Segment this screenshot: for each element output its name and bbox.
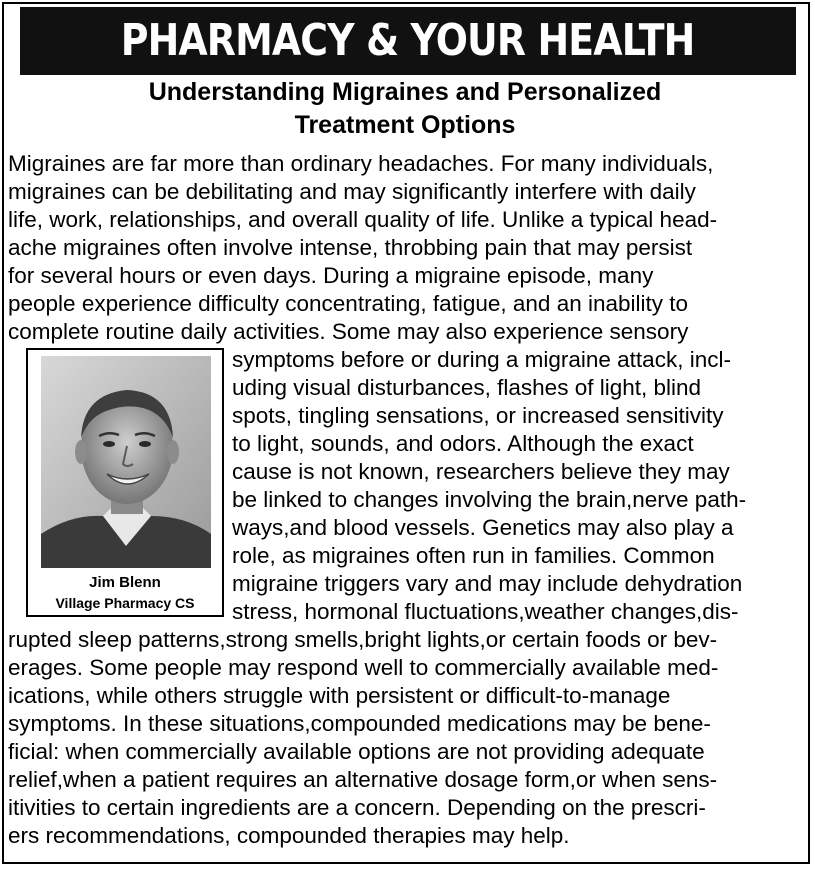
- body-line: Migraines are far more than ordinary headaches. For many individuals,: [8, 151, 714, 176]
- body-line: uding visual disturbances, flashes of light, blind: [232, 375, 702, 400]
- headline-line-2: Treatment Options: [294, 111, 516, 139]
- body-line: migraines can be debilitating and may significantly interfere with daily: [8, 179, 696, 204]
- author-portrait-image: [41, 356, 211, 568]
- body-line: cause is not known, researchers believe they may: [232, 459, 730, 484]
- body-line: people experience difficulty concentrating, fatigue, and an inability to: [8, 291, 689, 316]
- body-line: stress, hormonal fluctuations,weather changes,dis-: [232, 599, 739, 624]
- body-line: life, work, relationships, and overall quality of life. Unlike a typical head-: [8, 207, 718, 232]
- body-line: role, as migraines often run in families. Common: [232, 543, 715, 568]
- masthead-title: PHARMACY & YOUR HEALTH: [121, 15, 695, 66]
- body-line: itivities to certain ingredients are a concern. Depending on the prescri-: [8, 795, 706, 820]
- body-line: for several hours or even days. During a migraine episode, many: [8, 263, 654, 288]
- body-line: ficial: when commercially available options are not providing adequate: [8, 739, 705, 764]
- body-line: symptoms before or during a migraine attack, incl-: [232, 347, 731, 372]
- article-headline: [30, 76, 780, 142]
- body-line: be linked to changes involving the brain,nerve path-: [232, 487, 747, 512]
- body-line: ways,and blood vessels. Genetics may also play a: [232, 515, 734, 540]
- body-line: ache migraines often involve intense, throbbing pain that may persist: [8, 235, 693, 260]
- headline-line-1: Understanding Migraines and Personalized: [148, 78, 662, 106]
- body-line: erages. Some people may respond well to commercially available med-: [8, 655, 719, 680]
- body-line: spots, tingling sensations, or increased sensitivity: [232, 403, 724, 428]
- author-name: Jim Blenn: [89, 574, 161, 591]
- body-line: rupted sleep patterns,strong smells,bright lights,or certain foods or bev-: [8, 627, 718, 652]
- masthead-banner: [20, 7, 796, 75]
- author-affiliation: Village Pharmacy CS: [55, 595, 195, 611]
- body-line: migraine triggers vary and may include dehydration: [232, 571, 743, 596]
- body-line: complete routine daily activities. Some may also experience sensory: [8, 319, 689, 344]
- author-photo-box: [26, 348, 224, 617]
- body-line: to light, sounds, and odors. Although the exact: [232, 431, 694, 456]
- body-line: relief,when a patient requires an alternative dosage form,or when sens-: [8, 767, 718, 792]
- body-line: symptoms. In these situations,compounded medications may be bene-: [8, 711, 711, 736]
- body-line: ications, while others struggle with persistent or difficult-to-manage: [8, 683, 671, 708]
- author-photo: [41, 356, 211, 568]
- body-line: ers recommendations, compounded therapies may help.: [8, 823, 570, 848]
